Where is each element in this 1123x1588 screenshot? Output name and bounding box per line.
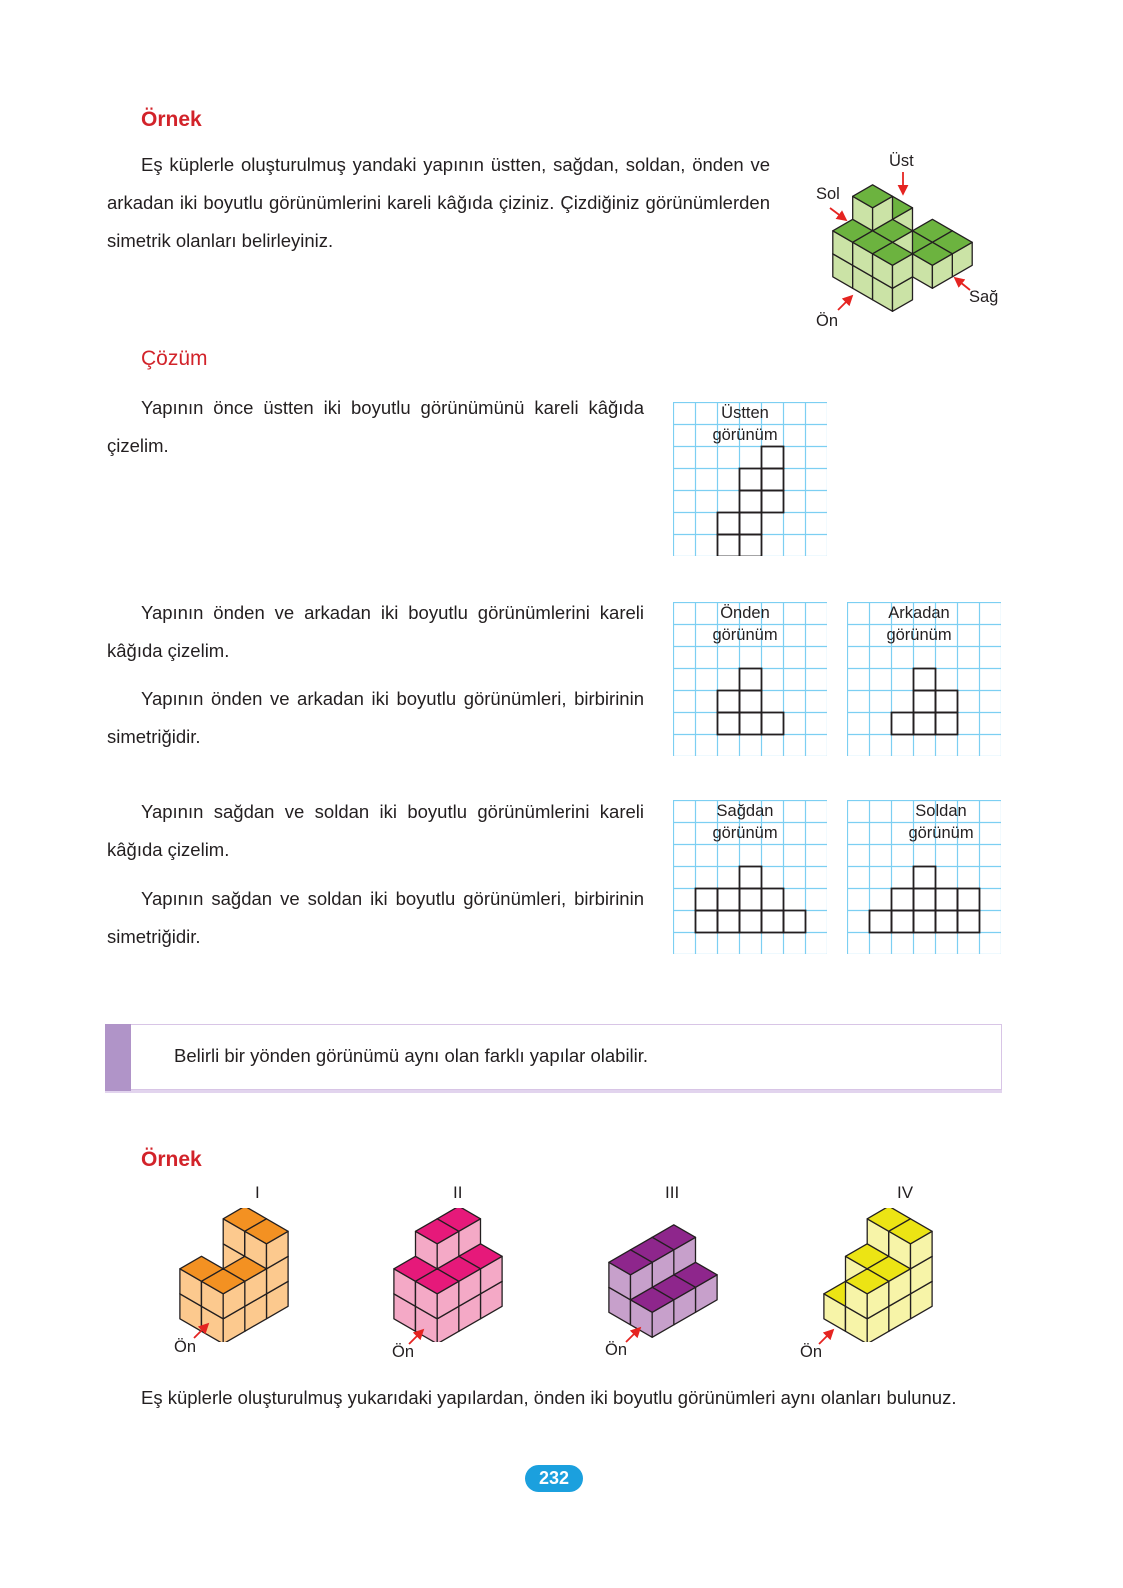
front-label-1: Ön (174, 1338, 197, 1356)
back-view-grid (847, 602, 1001, 756)
solution-p4: Yapının sağdan ve soldan iki boyutlu görünümlerini kareli kâğıda çizelim. (107, 801, 644, 860)
note-text: Belirli bir yönden görünümü aynı olan farklı yapılar olabilir. (174, 1045, 649, 1066)
view-square (958, 889, 980, 911)
view-square (892, 911, 914, 933)
view-square (914, 911, 936, 933)
left-view-grid (847, 800, 1001, 954)
example2-heading: Örnek (141, 1148, 202, 1171)
cube-figure-2 (390, 1208, 506, 1342)
example-text: Eş küplerle oluşturulmuş yandaki yapının üstten, sağdan, soldan, önden ve arkadan iki boyutlu görünümlerini kareli kâğıda çiziniz. Çizdiğiniz görünümlerden simetrik olanları belirleyiniz. (107, 154, 770, 251)
view-square (762, 911, 784, 933)
view-square (892, 889, 914, 911)
view-square (870, 911, 892, 933)
info-note-box (105, 1024, 1002, 1090)
view-square (914, 669, 936, 691)
view-title: Önden (720, 604, 770, 622)
view-square (718, 911, 740, 933)
front-view-grid (673, 602, 827, 756)
view-square (740, 491, 762, 513)
solution-p5: Yapının sağdan ve soldan iki boyutlu görünümleri, birbirinin simetriğidir. (107, 888, 644, 947)
view-square (718, 691, 740, 713)
view-square (958, 911, 980, 933)
view-square (762, 713, 784, 735)
arrow-right-icon (955, 278, 970, 290)
view-subtitle: görünüm (712, 426, 778, 444)
view-square (914, 691, 936, 713)
arrow-left-icon (830, 208, 846, 220)
view-square (914, 713, 936, 735)
label-front: Ön (816, 312, 839, 330)
view-subtitle: görünüm (712, 824, 778, 842)
view-square (718, 535, 740, 557)
view-square (892, 713, 914, 735)
view-subtitle: görünüm (886, 626, 952, 644)
right-view-grid (673, 800, 827, 954)
view-square (914, 867, 936, 889)
view-square (740, 469, 762, 491)
top-view-grid (673, 402, 827, 556)
view-square (740, 535, 762, 557)
solution-heading: Çözüm (141, 347, 208, 370)
view-square (740, 889, 762, 911)
front-label-2: Ön (392, 1343, 415, 1361)
arrow-front-icon (838, 296, 852, 310)
example-heading: Örnek (141, 108, 202, 131)
view-subtitle: görünüm (712, 626, 778, 644)
example2-question: Eş küplerle oluşturulmuş yukarıdaki yapılardan, önden iki boyutlu görünümleri aynı olanları bulunuz. (141, 1387, 957, 1408)
page-number: 232 (525, 1465, 583, 1492)
view-subtitle: görünüm (908, 824, 974, 842)
label-left: Sol (816, 185, 840, 203)
figure-label-1: I (255, 1183, 260, 1202)
view-square (696, 911, 718, 933)
note-accent-bar (105, 1024, 131, 1091)
view-square (762, 491, 784, 513)
view-square (718, 713, 740, 735)
view-square (740, 513, 762, 535)
view-square (740, 713, 762, 735)
solution-p1: Yapının önce üstten iki boyutlu görünümünü kareli kâğıda çizelim. (107, 397, 644, 456)
view-square (762, 469, 784, 491)
view-square (740, 669, 762, 691)
view-title: Soldan (915, 802, 967, 820)
view-square (696, 889, 718, 911)
front-label-3: Ön (605, 1341, 628, 1359)
solution-p2: Yapının önden ve arkadan iki boyutlu görünümlerini kareli kâğıda çizelim. (107, 602, 644, 661)
view-square (914, 889, 936, 911)
label-top: Üst (889, 152, 914, 170)
view-square (740, 911, 762, 933)
cube-figure-4 (820, 1208, 936, 1342)
view-square (740, 691, 762, 713)
view-square (740, 867, 762, 889)
view-square (718, 513, 740, 535)
view-square (936, 889, 958, 911)
figure-label-2: II (453, 1183, 463, 1202)
view-square (936, 713, 958, 735)
view-square (936, 911, 958, 933)
view-title: Sağdan (716, 802, 774, 820)
solution-p3: Yapının önden ve arkadan iki boyutlu görünümleri, birbirinin simetriğidir. (107, 688, 644, 747)
figure-label-3: III (665, 1183, 680, 1202)
view-title: Üstten (721, 404, 769, 422)
front-label-4: Ön (800, 1343, 823, 1361)
view-square (718, 889, 740, 911)
view-square (762, 447, 784, 469)
view-title: Arkadan (888, 604, 950, 622)
view-square (784, 911, 806, 933)
view-square (762, 889, 784, 911)
view-square (936, 691, 958, 713)
figure-label-4: IV (897, 1183, 914, 1202)
label-right: Sağ (969, 288, 999, 306)
